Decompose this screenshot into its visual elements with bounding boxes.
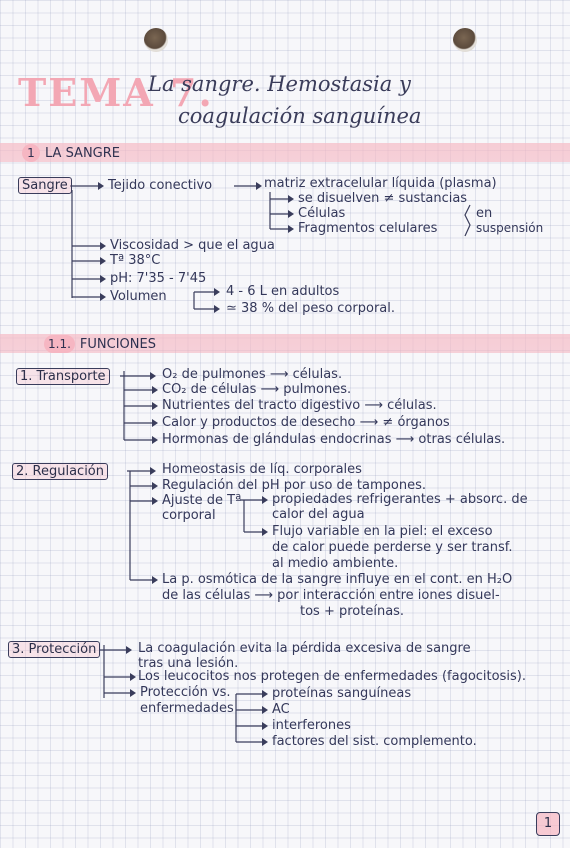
flujo-1: Flujo variable en la piel: el exceso xyxy=(272,524,493,539)
section-heading-funciones xyxy=(44,335,156,353)
ph-sangre: pH: 7'35 - 7'45 xyxy=(110,271,207,286)
volumen-peso: ≃ 38 % del peso corporal. xyxy=(226,301,395,316)
section-number: 1 xyxy=(22,144,40,162)
section-title: LA SANGRE xyxy=(45,146,120,161)
matriz-extracelular: matriz extracelular líquida (plasma) xyxy=(264,176,497,191)
propiedades-1: propiedades refrigerantes + absorc. de xyxy=(272,492,528,507)
transporte-item: Nutrientes del tracto digestivo ⟶ células. xyxy=(162,398,437,413)
proteccion-item: AC xyxy=(272,702,290,717)
leucocitos: Los leucocitos nos protegen de enfermedades (fagocitosis). xyxy=(138,669,526,684)
proteccion-vs-1: Protección vs. xyxy=(140,685,231,700)
sustancias-disueltas: se disuelven ≠ sustancias xyxy=(298,191,468,206)
transporte-item: Hormonas de glándulas endocrinas ⟶ otras células. xyxy=(162,432,506,447)
temperatura: Tª 38°C xyxy=(110,253,161,268)
fragmentos-celulares: Fragmentos celulares xyxy=(298,221,438,236)
volumen-label: Volumen xyxy=(110,289,167,304)
celulas: Células xyxy=(298,206,346,221)
proteccion-item: factores del sist. complemento. xyxy=(272,734,477,749)
section-number: 1.1. xyxy=(44,335,75,353)
presion-osmotica-2: de las células ⟶ por interacción entre iones disuel- xyxy=(162,588,500,603)
en-label: en xyxy=(476,206,493,221)
volumen-adultos: 4 - 6 L en adultos xyxy=(226,284,340,299)
coagulacion-1: La coagulación evita la pérdida excesiva de sangre xyxy=(138,641,471,656)
section-title: FUNCIONES xyxy=(79,337,156,352)
homeostasis: Homeostasis de líq. corporales xyxy=(162,462,362,477)
coagulacion-2: tras una lesión. xyxy=(138,656,239,671)
sangre-box: Sangre xyxy=(18,177,72,194)
presion-osmotica-3: tos + proteínas. xyxy=(300,604,405,619)
presion-osmotica-1: La p. osmótica de la sangre influye en el cont. en H₂O xyxy=(162,572,513,587)
transporte-item: O₂ de pulmones ⟶ células. xyxy=(162,367,343,382)
suspension-label: suspensión xyxy=(476,221,544,235)
proteccion-item: proteínas sanguíneas xyxy=(272,686,412,701)
regulacion-box: 2. Regulación xyxy=(12,463,108,480)
tejido-conectivo: Tejido conectivo xyxy=(108,178,213,193)
propiedades-2: calor del agua xyxy=(272,507,365,522)
proteccion-box: 3. Protección xyxy=(8,641,100,658)
title-line-2: coagulación sanguínea xyxy=(178,104,422,128)
tema-label: TEMA 7. xyxy=(18,70,214,115)
transporte-box: 1. Transporte xyxy=(16,368,110,385)
transporte-item: Calor y productos de desecho ⟶ ≠ órganos xyxy=(162,415,450,430)
flujo-3: al medio ambiente. xyxy=(272,556,399,571)
proteccion-vs-2: enfermedades xyxy=(140,701,234,716)
flujo-2: de calor puede perderse y ser transf. xyxy=(272,540,513,555)
proteccion-item: interferones xyxy=(272,718,351,733)
transporte-item: CO₂ de células ⟶ pulmones. xyxy=(162,382,352,397)
regulacion-ph: Regulación del pH por uso de tampones. xyxy=(162,478,426,493)
page-number: 1 xyxy=(536,812,560,836)
ajuste-temp-1: Ajuste de Tª xyxy=(162,493,242,508)
title-line-1: La sangre. Hemostasia y xyxy=(148,72,411,96)
ajuste-temp-2: corporal xyxy=(162,508,216,523)
viscosidad: Viscosidad > que el agua xyxy=(110,238,275,253)
